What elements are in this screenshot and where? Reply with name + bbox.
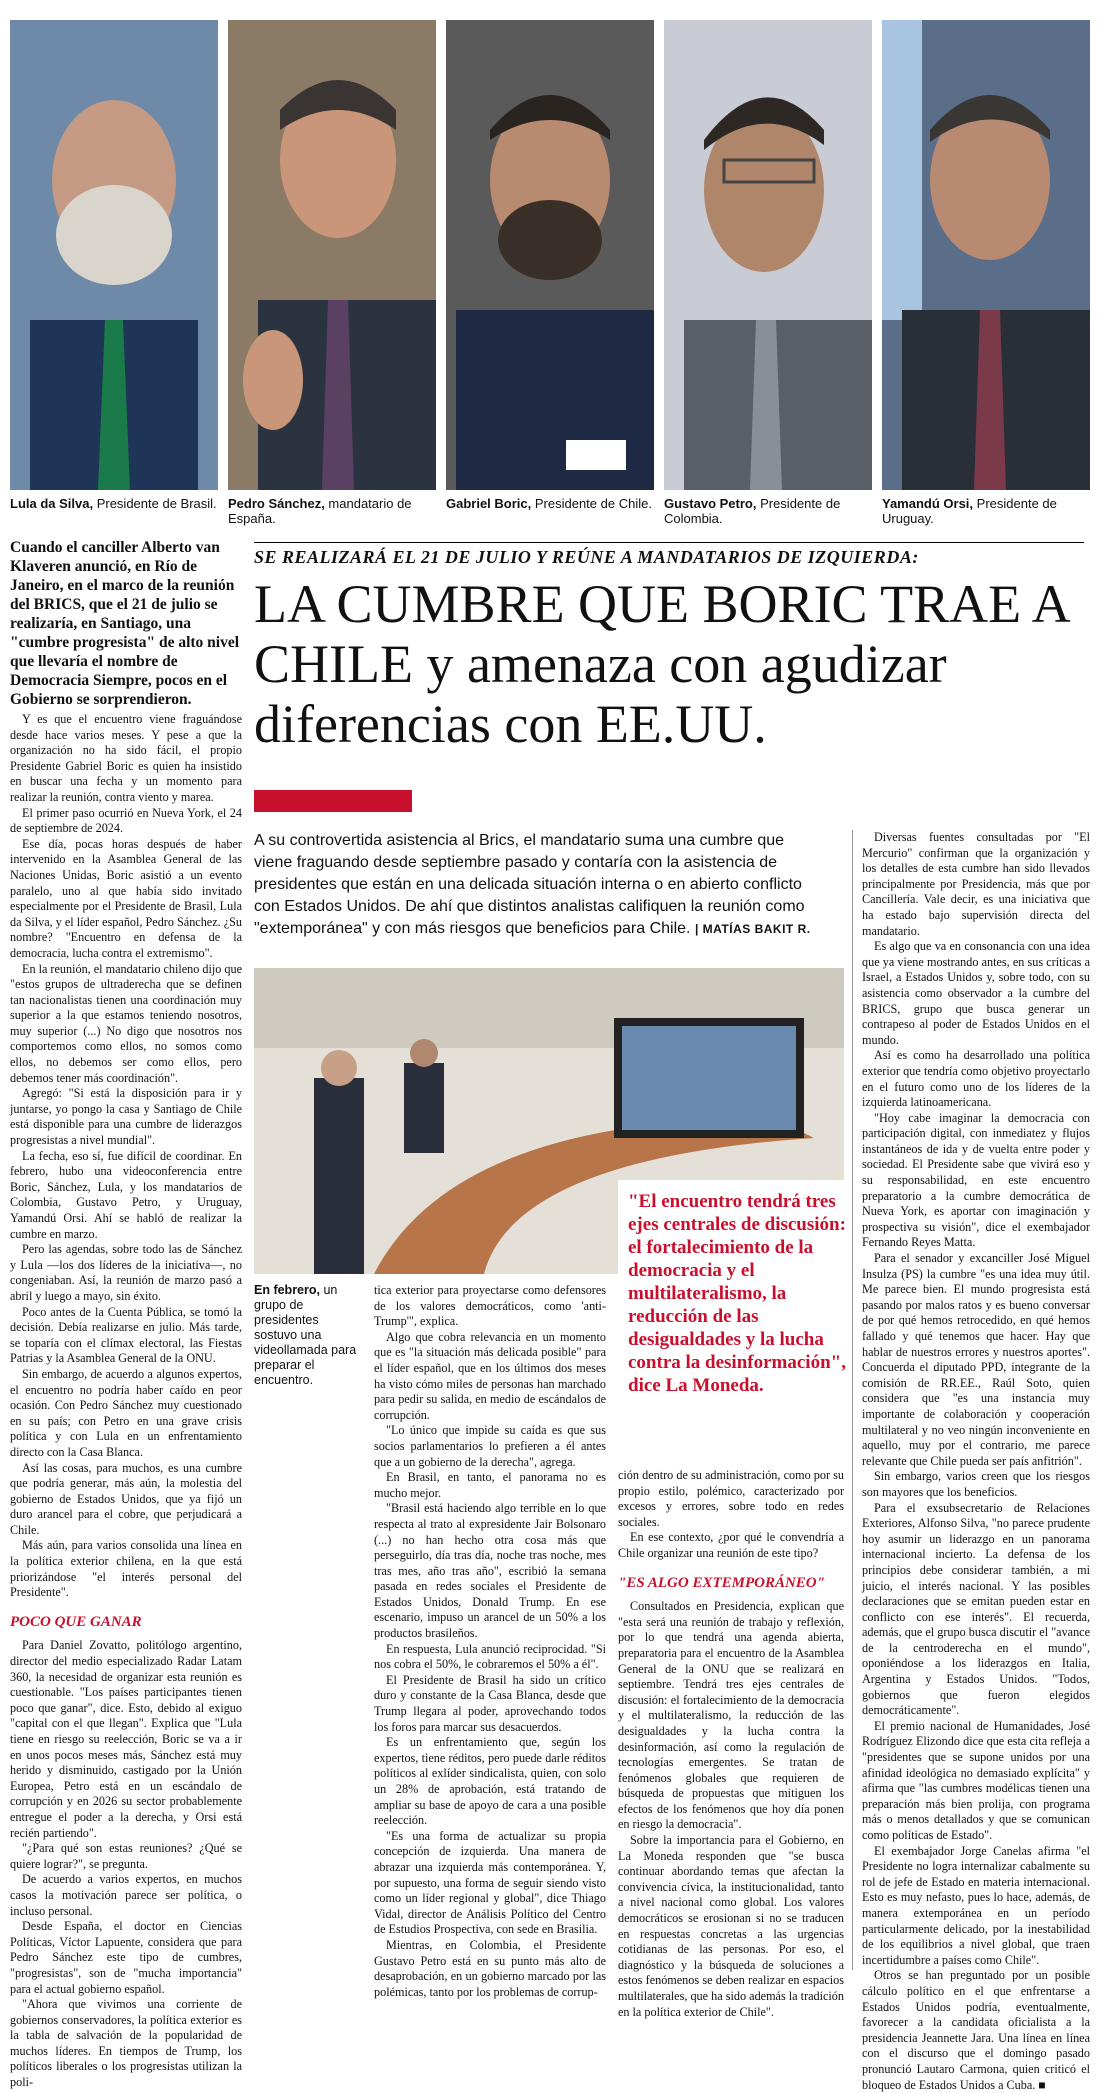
paragraph: Otros se han preguntado por un posible cálculo político en el que enfrentarse a Estados Unidos podría, eventualmente, favorecer a la candidata oficialista a la presidencia Jeannette Jara. Una línea en línea con el discurso que el domingo pasado pronunció Lautaro Carmona, quien criticó el bloqueo de Estados Unidos a Cuba. ■ <box>862 1968 1090 2092</box>
paragraph: Más aún, para varios consolida una línea en la política exterior chilena, en la que está priorizándose "el interés personal del Presidente". <box>10 1538 242 1600</box>
pull-quote: "El encuentro tendrá tres ejes centrales de discusión: el fortalecimiento de la democracia y el multilateralismo, la reducción de las desigualdades y la lucha contra la desinformación", dice La Moneda. <box>618 1180 860 1405</box>
paragraph: "Ahora que vivimos una corriente de gobiernos conservadores, la política exterior es la tabla de salvación de la popularidad de muchos líderes. En tiempos de Trump, los políticos liberales o los progresistas utilizan la poli- <box>10 1997 242 2090</box>
photo-boric <box>446 20 654 526</box>
portrait-image <box>10 20 218 490</box>
paragraph: Para el exsubsecretario de Relaciones Exteriores, Alfonso Silva, "no parece prudente hoy asumir un liderazgo en un panorama internacional incierto. La defensa de los principios debe considerar también, a mi juicio, el interés nacional. Y las posibles declaraciones que se emitan pueden estar en conflicto con ese interés". El recuerda, además, que el grupo busca discutir el "avance de la centroderecha en el mundo", oponiéndose a los liderazgos en Italia, Argentina y Estados Unidos. "Todos, gobiernos que fueron elegidos democráticamente". <box>862 1500 1090 1718</box>
paragraph: "Lo único que impide su caída es que sus socios parlamentarios lo prefieren a él antes que a un gobierno de la derecha", agrega. <box>374 1423 606 1469</box>
photo-caption: En febrero, un grupo de presidentes sostuvo una videollamada para preparar el encuentro. <box>254 1283 357 1387</box>
accent-bar <box>254 790 412 812</box>
paragraph: En respuesta, Lula anunció reciprocidad. "Si nos cobra el 50%, le cobraremos el 50% a él". <box>374 1641 606 1672</box>
paragraph: En la reunión, el mandatario chileno dijo que "estos grupos de ultraderecha que se definen tan nacionalistas tienen una coordinación muy superior a la que estamos teniendo nosotros, muy superior (...) No digo que nosotros nos comportemos como ellos, no somos como ellos, no debemos ser como ellos, pero debemos tener más coordinación". <box>10 961 242 1085</box>
portrait-image <box>446 20 654 490</box>
article-column-1 <box>10 712 242 2091</box>
paragraph: Desde España, el doctor en Ciencias Políticas, Víctor Lapuente, considera que para Pedro Sánchez este tipo de cumbres, "progresistas", son de "mucha importancia" para el actual gobierno español. <box>10 1919 242 1996</box>
paragraph: "Brasil está haciendo algo terrible en lo que respecta al trato al expresidente Jair Bolsonaro (...) no han hecho otra cosa más que perseguirlo, día tras día, noche tras noche, mes tras mes, año tras año", escribió la semana pasada en redes sociales el Presidente de Estados Unidos, Donald Trump. En ese escenario, impuso un arancel de un 50% a los productos brasileños. <box>374 1501 606 1641</box>
paragraph: Así es como ha desarrollado una política exterior que tendría como objetivo proyectarlo en el futuro como uno de los líderes de la izquierda latinoamericana. <box>862 1048 1090 1110</box>
subheading: "ES ALGO EXTEMPORÁNEO" <box>618 1574 825 1591</box>
headline-rest: y amenaza con agudizar diferencias con EE.UU. <box>254 634 947 754</box>
kicker: SE REALIZARÁ EL 21 DE JULIO Y REÚNE A MANDATARIOS DE IZQUIERDA: <box>254 542 1084 568</box>
paragraph: En Brasil, en tanto, el panorama no es mucho mejor. <box>374 1470 606 1500</box>
article-column-4 <box>862 830 1090 2093</box>
paragraph: Algo que cobra relevancia en un momento que es "la situación más delicada posible" para el líder español, que en los últimos dos meses ha visto cómo miles de personas han marchado para pedir su salida, en medio de escándalos de corrupción. <box>374 1329 606 1422</box>
paragraph: Mientras, en Colombia, el Presidente Gustavo Petro está en su punto más alto de desaprobación, en un gobierno marcado por las polémicas, tanto por los problemas de corrup- <box>374 1937 606 1999</box>
paragraph: Es un enfrentamiento que, según los expertos, tiene réditos, pero puede darle réditos políticos al exlíder sindicalista, quien, con solo un 28% de aprobación, está tratando de ampliar su base de apoyo de cara a una posible reelección. <box>374 1735 606 1828</box>
paragraph: Agregó: "Si está la disposición para ir y juntarse, yo pongo la casa y Santiago de Chile está disponible para una cumbre de liderazgos progresistas a nivel mundial". <box>10 1086 242 1148</box>
headline-caps: LA CUMBRE QUE BORIC TRAE A CHILE <box>254 574 1068 694</box>
subheading: POCO QUE GANAR <box>10 1613 142 1630</box>
photo-caption: Yamandú Orsi, Presidente de Uruguay. <box>882 496 1057 526</box>
deck-text: A su controvertida asistencia al Brics, el mandatario suma una cumbre que viene fraguando desde septiembre pasado y contaría con la asistencia de presidentes que están en una delicada situación interna o en abierto conflicto con Estados Unidos. De ahí que distintos analistas califiquen la reunión como "extemporánea" y con más riesgos que beneficios para Chile. <box>254 832 805 937</box>
paragraph: El Presidente de Brasil ha sido un crítico duro y constante de la Casa Blanca, desde que Trump llegara al poder, aprovechando todos los foros para marcar sus desacuerdos. <box>374 1672 606 1734</box>
paragraph: El premio nacional de Humanidades, José Rodríguez Elizondo dice que esta cita refleja a "presidentes que se supone unidos por una afinidad ideológica no demasiado explícita" y afirma que "las cumbres modélicas tienen una preparación más bien prolija, con programa más o menos detallados y que se comunican como políticas de Estado". <box>862 1718 1090 1842</box>
paragraph: Poco antes de la Cuenta Pública, se tomó la decisión. Debía realizarse en julio. Más tarde, se toparía con el clímax electoral, las Fiestas Patrias y la Asamblea General de la ONU. <box>10 1304 242 1366</box>
paragraph: Y es que el encuentro viene fraguándose desde hace varios meses. Y pese a que la organización no ha sido fácil, el propio Presidente Gabriel Boric es quien ha insistido en buscar una fecha y un momento para realizar la reunión, contra viento y marea. <box>10 712 242 804</box>
paragraph: "Es una forma de actualizar su propia concepción de izquierda. Una manera de abrazar una izquierda más contemporánea. Y, por supuesto, una forma de seguir siendo visto como un líder regional y global", dice Thiago Vidal, director de Análisis Político del Centro de Estudios Prospectiva, con sede en Brasilia. <box>374 1828 606 1937</box>
portrait-image <box>882 20 1090 490</box>
headline <box>254 574 1094 754</box>
photo-caption: Gabriel Boric, Presidente de Chile. <box>446 496 652 511</box>
paragraph: "Hoy cabe imaginar la democracia con participación digital, con inmediatez y flujos instantáneos de ida y de vuelta entre poder y sociedad. El Presidente sabe que vivirá eso y su responsabilidad, en este encuentro preparatorio a la cumbre democrática de Nueva York, es aportar con imaginación y prospectiva su visión", dice el exembajador Fernando Reyes Matta. <box>862 1110 1090 1250</box>
paragraph: Para el senador y excanciller José Miguel Insulza (PS) la cumbre "es una idea muy útil. Me parece bien. El mundo progresista está pasando por malos ratos y es bueno conversar de por qué hemos retrocedido, en qué hemos fallado y qué tenemos que hacer. Hay que hablar de nuestros errores y nuestros aportes". Concuerda el diputado PPD, integrante de la comisión de RR.EE., Raúl Soto, quien considera que "es una instancia muy importante de colaboración y cooperación multilateral y no veo ningún inconveniente en aquello, muy por el contrario, me parece relevante que Chile pueda ser país anfitrión". <box>862 1251 1090 1468</box>
paragraph: Es algo que va en consonancia con una idea que ya viene mostrando antes, en sus críticas a Israel, a Estados Unidos y, sobre todo, con su asistencia como observador a la cumbre del BRICS, grupo que busca generar un contrapeso al poder de Estados Unidos en el mundo. <box>862 939 1090 1047</box>
lead-paragraph: Cuando el canciller Alberto van Klaveren anunció, en Río de Janeiro, en el marco de la reunión del BRICS, que el 21 de julio se realizaría, en Santiago, una "cumbre progresista" de alto nivel que llevaría el nombre de Democracia Siempre, pocos en el Gobierno se sorprendieron. <box>10 539 240 708</box>
paragraph: ción dentro de su administración, como por su propio estilo, polémico, caracterizado por excesos y errores, sobre todo en redes sociales. <box>618 1468 844 1529</box>
paragraph: tica exterior para proyectarse como defensores de los valores democráticos, como 'anti-Trump'", explica. <box>374 1283 606 1329</box>
deck <box>254 830 814 940</box>
photo-petro <box>664 20 872 526</box>
paragraph: Pero las agendas, sobre todo las de Sánchez y Lula —los dos líderes de la iniciativa—, no congeniaban. Así, la reunión de marzo pasó a abril y luego a mayo, sin éxito. <box>10 1242 242 1303</box>
paragraph: El exembajador Jorge Canelas afirma "el Presidente no logra internalizar cabalmente su rol de jefe de Estado en materia internacional. Esto es muy nefasto, pues lo hace, además, de manera extemporánea en un período particularmente delicado, por la inestabilidad de los equilibrios a nivel global, que traen incertidumbre a países como Chile". <box>862 1843 1090 1967</box>
article-column-2 <box>374 1283 606 2000</box>
portrait-image <box>228 20 436 490</box>
paragraph: Sobre la importancia para el Gobierno, en La Moneda responden que "se busca continuar abordando temas que afectan la convivencia cívica, la institucionalidad, tanto a nivel nacional como global. Los valores democráticos se erosionan si no se traducen en respuestas concretas a las urgencias cotidianas de las personas. Por eso, el diagnóstico y la búsqueda de soluciones a estos fenómenos se deben realizar en espacios multilaterales, que ha sido además la tradición en la política exterior de Chile". <box>618 1833 844 2019</box>
paragraph: Para Daniel Zovatto, politólogo argentino, director del medio especializado Radar Latam 360, la necesidad de organizar esta reunión es cuestionable. "Los países participantes tienen poco que ganar", dice. Esto, debido al exiguo "capital con el que llegan". Explica que "Lula tiene en riesgo su reelección, Boric se va a ir en unos pocos meses más, Sánchez está muy herido y disminuido, castigado por la Unión Europea, Petro está en un escándalo de corrupción y en 2026 su sector probablemente entregue el poder a la derecha, y Orsi está recién partiendo". <box>10 1638 242 1840</box>
photo-sanchez <box>228 20 436 526</box>
paragraph: Así las cosas, para muchos, es una cumbre que podría generar, más aún, la molestia del gobierno de Estados Unidos, que ya fijó un duro arancel para el cobre, que perjudicará a Chile. <box>10 1460 242 1537</box>
paragraph: La fecha, eso sí, fue difícil de coordinar. En febrero, hubo una videoconferencia entre Boric, Sánchez, Lula, y los mandatarios de Colombia, Gustavo Petro, y Uruguay, Yamandú Orsi. Ahí se habló de realizar la cumbre en marzo. <box>10 1148 242 1241</box>
photo-orsi <box>882 20 1090 526</box>
photo-caption: Pedro Sánchez, mandatario de España. <box>228 496 412 526</box>
photo-lula <box>10 20 218 526</box>
paragraph: Sin embargo, varios creen que los riesgos son mayores que los beneficios. <box>862 1469 1090 1499</box>
photo-caption: Lula da Silva, Presidente de Brasil. <box>10 496 217 511</box>
paragraph: Diversas fuentes consultadas por "El Mercurio" confirman que la organización y los detalles de esta cumbre han sido llevados principalmente por Presidencia, más que por Cancillería. Vale decir, es una iniciativa que ha estado bajo supervisión directa del mandatario. <box>862 830 1090 938</box>
byline: | MATÍAS BAKIT R. <box>694 922 811 936</box>
paragraph: El primer paso ocurrió en Nueva York, el 24 de septiembre de 2024. <box>10 805 242 836</box>
paragraph: Consultados en Presidencia, explican que "esta será una reunión de trabajo y reflexión, por lo que tendrá una agenda abierta, preparatoria para el encuentro de la Asamblea General de la ONU que se realizará en septiembre. Tendrá tres ejes centrales de discusión: el fortalecimiento de la democracia y el multilateralismo, la reducción de las desigualdades y la lucha contra la desinformación, así como la regulación de tecnologías emergentes. Se tratan de fenómenos globales que requieren de búsqueda de propuestas que mitiguen los efectos de los fenómenos que hoy día ponen en riesgo la democracia". <box>618 1599 844 1832</box>
paragraph: Sin embargo, de acuerdo a algunos expertos, el encuentro no podría haber caído en peor ocasión. Con Pedro Sánchez muy cuestionado en su país; con Petro en una grave crisis política y con Lula en un enfrentamiento directo con la Casa Blanca. <box>10 1366 242 1459</box>
paragraph: "¿Para qué son estas reuniones? ¿Qué se quiere lograr?", se pregunta. <box>10 1841 242 1871</box>
paragraph: De acuerdo a varios expertos, en muchos casos la motivación parece ser política, o incluso personal. <box>10 1872 242 1918</box>
paragraph: En ese contexto, ¿por qué le convendría a Chile organizar una reunión de este tipo? <box>618 1530 844 1560</box>
photo-strip <box>10 20 1090 526</box>
photo-caption: Gustavo Petro, Presidente de Colombia. <box>664 496 841 526</box>
paragraph: Ese día, pocas horas después de haber intervenido en la Asamblea General de las Naciones Unidas, Boric asistió a un evento paralelo, uno al que había sido invitado especialmente por el Presidente de Brasil, Lula da Silva, y el líder español, Pedro Sánchez. ¿Su nombre? "Encuentro en defensa de la democracia, lucha contra el extremismo". <box>10 836 242 960</box>
column-divider <box>852 830 853 1970</box>
article-column-3 <box>618 1468 844 2020</box>
portrait-image <box>664 20 872 490</box>
